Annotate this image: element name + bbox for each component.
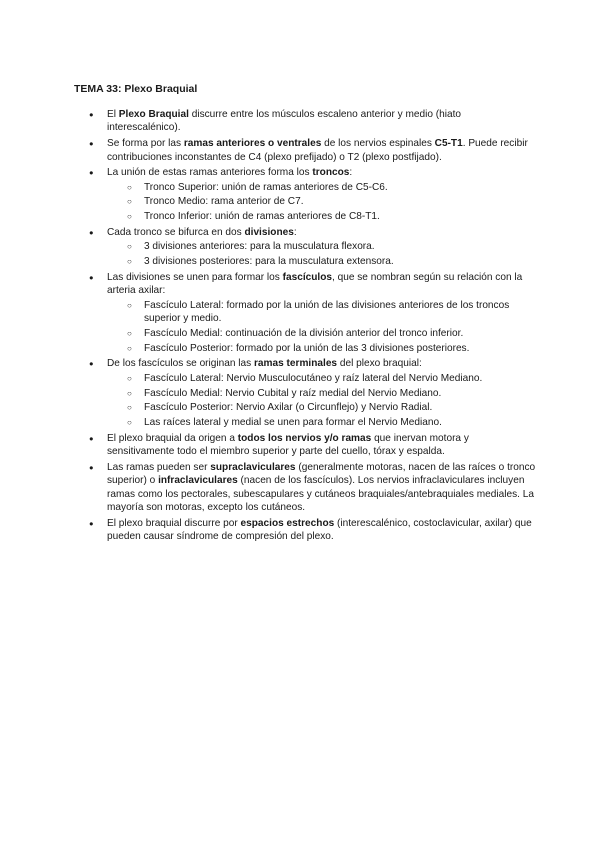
text-run: Las ramas pueden ser bbox=[107, 461, 211, 473]
text-run: Cada tronco se bifurca en dos bbox=[107, 226, 245, 238]
sub-bullet-item: ○ Tronco Superior: unión de ramas anteriores de C5-C6. bbox=[144, 181, 537, 194]
bold-text: fascículos bbox=[282, 271, 332, 283]
sub-bullet-item: ○ Tronco Medio: rama anterior de C7. bbox=[144, 195, 537, 208]
sub-bullet-item: ○ Fascículo Posterior: formado por la unión de las 3 divisiones posteriores. bbox=[144, 342, 537, 355]
text-run: El plexo braquial da origen a bbox=[107, 432, 238, 444]
text-run: (interescalénico, costoclavicular, axilar) que pueden causar síndrome de compresión del plexo. bbox=[107, 517, 532, 543]
text-run: (generalmente motoras, nacen de las raíces o tronco superior) o bbox=[107, 461, 536, 487]
text-run: (nacen de los fascículos). Los nervios infraclaviculares incluyen ramas como los pectorales, subescapulares y cutáneos braquiales/antebraquiales mediales. La mayoría son motoras, excepto los cutáneos. bbox=[107, 475, 534, 514]
sub-bullet-item: ○ Fascículo Lateral: Nervio Musculocutáneo y raíz lateral del Nervio Mediano. bbox=[144, 372, 537, 385]
text-run: del plexo braquial: bbox=[337, 358, 422, 370]
sub-bullet-item: ○ 3 divisiones posteriores: para la musculatura extensora. bbox=[144, 255, 537, 268]
text-run: discurre entre los músculos escaleno anterior y medio (hiato interescalénico). bbox=[107, 109, 462, 134]
bold-text: infraclaviculares bbox=[158, 475, 238, 487]
bold-text: ramas terminales bbox=[254, 358, 338, 370]
sub-bullet-item: ○ Fascículo Posterior: Nervio Axilar (o Circunflejo) y Nervio Radial. bbox=[144, 401, 537, 414]
bullet-item bbox=[107, 432, 537, 459]
sub-bullet-list bbox=[107, 299, 537, 355]
text-run: : bbox=[349, 167, 353, 179]
bullet-item bbox=[107, 357, 537, 429]
text-run: . Puede recibir contribuciones inconstantes de C4 (plexo prefijado) o T2 (plexo postfijado). bbox=[107, 138, 528, 163]
bullet-item bbox=[107, 271, 537, 355]
sub-bullet-item: ○ Tronco Inferior: unión de ramas anteriores de C8-T1. bbox=[144, 210, 537, 223]
bullet-item bbox=[107, 137, 537, 164]
sub-bullet-item: ○ 3 divisiones anteriores: para la musculatura flexora. bbox=[144, 240, 537, 253]
bold-text: ramas anteriores o ventrales bbox=[183, 138, 322, 150]
text-run: De los fascículos se originan las bbox=[107, 358, 254, 370]
bullet-list bbox=[107, 108, 537, 546]
document-title: TEMA 33: Plexo Braquial bbox=[74, 83, 198, 95]
sub-bullet-item: ○ Fascículo Medial: Nervio Cubital y raíz medial del Nervio Mediano. bbox=[144, 387, 537, 400]
sub-bullet-item: ○ Fascículo Medial: continuación de la división anterior del tronco inferior. bbox=[144, 327, 537, 340]
text-run: Se forma por las bbox=[107, 138, 184, 150]
text-run: La unión de estas ramas anteriores forma los bbox=[107, 167, 313, 179]
sub-bullet-item: ○ Las raíces lateral y medial se unen para formar el Nervio Mediano. bbox=[144, 416, 537, 429]
bullet-item bbox=[107, 517, 537, 544]
text-run: Las divisiones se unen para formar los bbox=[107, 271, 283, 283]
bold-text: divisiones bbox=[244, 226, 294, 238]
sub-bullet-list bbox=[107, 372, 537, 430]
bold-text: C5-T1 bbox=[434, 138, 463, 150]
bold-text: troncos bbox=[312, 167, 350, 179]
bold-text: espacios estrechos bbox=[240, 517, 335, 529]
bold-text: supraclaviculares bbox=[210, 461, 296, 473]
text-run: de los nervios espinales bbox=[321, 138, 435, 150]
text-run: : bbox=[293, 226, 297, 238]
sub-bullet-list bbox=[107, 181, 537, 224]
bold-text: Plexo Braquial bbox=[118, 109, 189, 120]
text-run: que inervan motora y sensitivamente todo el miembro superior y parte del cuello, tórax y espalda. bbox=[107, 432, 469, 458]
text-run: , que se nombran según su relación con la arteria axilar: bbox=[107, 271, 523, 297]
bullet-item bbox=[107, 461, 537, 515]
bullet-item bbox=[107, 226, 537, 269]
sub-bullet-item: ○ Fascículo Lateral: formado por la unión de las divisiones anteriores de los troncos superior y medio. bbox=[144, 299, 537, 326]
text-run: El plexo braquial discurre por bbox=[107, 517, 241, 529]
bold-text: todos los nervios y/o ramas bbox=[237, 432, 372, 444]
bullet-item bbox=[107, 166, 537, 223]
text-run: El bbox=[107, 109, 119, 120]
sub-bullet-list bbox=[107, 240, 537, 268]
bullet-item bbox=[107, 108, 537, 135]
